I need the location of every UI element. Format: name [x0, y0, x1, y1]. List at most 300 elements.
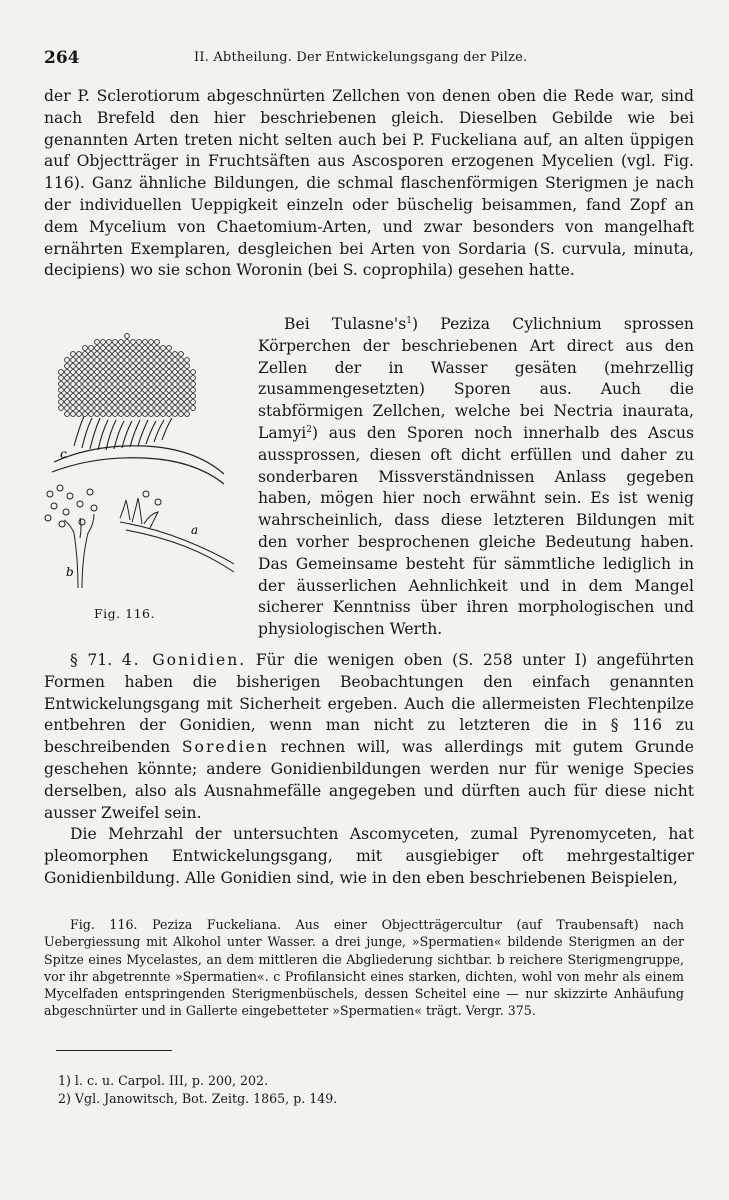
spore	[65, 400, 70, 405]
spore	[155, 394, 160, 399]
spore	[113, 406, 118, 411]
spore	[77, 412, 82, 417]
tulasne-start: Bei Tulasne's	[284, 315, 407, 333]
spore	[89, 346, 94, 351]
page-header	[44, 48, 689, 70]
mycelium-upper-line	[54, 446, 224, 474]
spore	[155, 352, 160, 357]
spore	[131, 382, 136, 387]
spore	[179, 352, 184, 357]
spore	[155, 376, 160, 381]
spore	[113, 394, 118, 399]
spore	[161, 388, 166, 393]
spore	[101, 358, 106, 363]
spore	[119, 394, 124, 399]
spore	[107, 376, 112, 381]
spore	[107, 352, 112, 357]
spore	[89, 358, 94, 363]
spore	[161, 412, 166, 417]
spore	[89, 382, 94, 387]
spore	[185, 382, 190, 387]
spore	[191, 376, 196, 381]
spore	[101, 346, 106, 351]
spore	[65, 394, 70, 399]
section-71-text-1: Für die wenigen oben (S. 258 unter I) angeführten Formen haben die bisherigen Beobachtungen den einfach genannten Entwickelungsgang mit Sicherheit ergeben. Auch die allermeisten Flechtenpilze entbehren der Gonidien, wenn man nicht zu letzteren die in § 116 zu beschreibenden	[44, 651, 694, 757]
spore	[143, 394, 148, 399]
spore	[95, 382, 100, 387]
spore	[155, 388, 160, 393]
spore	[59, 370, 64, 375]
spore	[179, 406, 184, 411]
footnote-1: 1) l. c. u. Carpol. III, p. 200, 202.	[58, 1073, 269, 1088]
soredien-term: Soredien	[181, 738, 269, 757]
spore	[119, 406, 124, 411]
spore	[167, 412, 172, 417]
figure-letter-c: c	[60, 447, 67, 461]
spore	[149, 394, 154, 399]
spore	[125, 388, 130, 393]
spore	[161, 394, 166, 399]
spore	[167, 388, 172, 393]
page-number: 264	[44, 48, 80, 68]
spore	[119, 400, 124, 405]
spore	[185, 388, 190, 393]
spore	[173, 406, 178, 411]
spore	[89, 406, 94, 411]
spore	[125, 334, 130, 339]
spore	[125, 352, 130, 357]
spore	[95, 358, 100, 363]
spore	[167, 376, 172, 381]
paragraph-tulasne	[258, 314, 694, 641]
section-title: 4. Gonidien.	[121, 651, 247, 669]
spore	[179, 388, 184, 393]
spore	[77, 364, 82, 369]
tulasne-end: ) aus den Sporen noch innerhalb des Ascus aussprossen, diesen oft dicht erfüllen und daher zu sonderbaren Missverständnissen Anlass gegeben haben, mögen hier noch erwähnt sein. Es ist wenig wahrscheinlich, dass diese letzteren Bildungen mit den vorher besprochenen gleiche Bedeutung haben. Das Gemeinsame besteht für sämmtliche lediglich in der äusserlichen Aehnlichkeit und in dem Mangel sicherer Kenntniss über ihren morphologischen und physiologischen Werth.	[258, 423, 694, 639]
spore	[119, 370, 124, 375]
spore	[131, 412, 136, 417]
spore	[95, 340, 100, 345]
spore	[185, 394, 190, 399]
spore	[65, 388, 70, 393]
figure-letter-b: b	[66, 565, 74, 579]
spore	[167, 400, 172, 405]
spore	[155, 346, 160, 351]
spore	[65, 376, 70, 381]
spore	[113, 340, 118, 345]
spore	[65, 370, 70, 375]
spore	[149, 364, 154, 369]
spore	[149, 346, 154, 351]
spore	[125, 370, 130, 375]
footnote-divider	[56, 1050, 172, 1051]
spore	[131, 406, 136, 411]
spore	[149, 412, 154, 417]
figure-illustration	[34, 328, 249, 608]
spore	[59, 406, 64, 411]
spore	[119, 340, 124, 345]
spore	[119, 412, 124, 417]
spore	[83, 400, 88, 405]
spore	[167, 394, 172, 399]
spore	[185, 400, 190, 405]
spore	[77, 406, 82, 411]
figure-caption-text: Fig. 116. Peziza Fuckeliana. Aus einer Objectträgercultur (auf Traubensaft) nach Uebergiessung mit Alkohol unter Wasser. a drei junge, »Spermatien« bildende Sterigmen an der Spitze eines Mycelastes, an dem mittleren die Abgliederung sichtbar. b reichere Sterigmengruppe, vor ihr abgetrennte »Spermatien«. c Profilansicht eines starken, dichten, wohl von mehr als einem Mycelfaden entspringenden Sterigmenbüschels, dessen Scheitel eine — nur skizzirte Anhäufung abgeschnürter und in Gallerte eingebetteter »Spermatien« trägt. Vergr. 375.	[44, 917, 684, 1019]
spore	[77, 382, 82, 387]
spore	[173, 388, 178, 393]
spore	[89, 388, 94, 393]
paragraph-tulasne-text	[258, 314, 694, 641]
spore	[107, 358, 112, 363]
spore	[161, 364, 166, 369]
spore	[125, 340, 130, 345]
spore	[83, 352, 88, 357]
spore	[71, 364, 76, 369]
spore	[101, 394, 106, 399]
spore	[185, 406, 190, 411]
spore	[101, 364, 106, 369]
spore	[107, 388, 112, 393]
section-number: § 71.	[70, 651, 113, 669]
spore	[119, 376, 124, 381]
spore	[83, 358, 88, 363]
spore	[113, 352, 118, 357]
spore	[131, 394, 136, 399]
spore	[95, 406, 100, 411]
spore	[137, 382, 142, 387]
spore	[173, 376, 178, 381]
spore	[71, 352, 76, 357]
spore	[89, 394, 94, 399]
spore	[155, 406, 160, 411]
footnote-ref-2: 2	[306, 424, 312, 435]
spore	[95, 364, 100, 369]
spore	[83, 406, 88, 411]
spore	[119, 388, 124, 393]
paragraph-top	[44, 86, 694, 282]
spore	[161, 376, 166, 381]
spore	[131, 388, 136, 393]
spore	[125, 376, 130, 381]
spore	[137, 400, 142, 405]
spore	[155, 364, 160, 369]
spore	[161, 400, 166, 405]
spore	[65, 382, 70, 387]
spore	[113, 376, 118, 381]
spore	[155, 400, 160, 405]
spore	[107, 406, 112, 411]
spore	[125, 406, 130, 411]
spore	[71, 382, 76, 387]
spore	[119, 382, 124, 387]
spore	[101, 352, 106, 357]
spore	[125, 394, 130, 399]
spore	[125, 382, 130, 387]
spore	[119, 364, 124, 369]
spore	[143, 382, 148, 387]
spore	[191, 394, 196, 399]
spore	[59, 394, 64, 399]
spore	[95, 388, 100, 393]
spore	[173, 400, 178, 405]
spore	[113, 382, 118, 387]
spore	[119, 358, 124, 363]
spore	[113, 364, 118, 369]
spore	[143, 388, 148, 393]
spore	[179, 376, 184, 381]
spore	[101, 376, 106, 381]
spore	[77, 394, 82, 399]
spore	[161, 406, 166, 411]
spore	[191, 388, 196, 393]
spore	[77, 388, 82, 393]
spore	[77, 400, 82, 405]
spore	[185, 358, 190, 363]
spore	[113, 400, 118, 405]
spore	[179, 364, 184, 369]
spore-cluster	[59, 334, 196, 417]
spore	[107, 394, 112, 399]
spore	[89, 412, 94, 417]
spore	[125, 400, 130, 405]
spore	[83, 382, 88, 387]
spore	[173, 358, 178, 363]
spore	[185, 364, 190, 369]
spore	[119, 346, 124, 351]
spore	[107, 382, 112, 387]
spore	[107, 364, 112, 369]
spore	[71, 400, 76, 405]
spore	[149, 340, 154, 345]
spore	[143, 364, 148, 369]
spore	[173, 370, 178, 375]
spore	[173, 412, 178, 417]
spore	[137, 346, 142, 351]
spore	[125, 364, 130, 369]
spore	[95, 394, 100, 399]
spore	[101, 340, 106, 345]
spore	[77, 358, 82, 363]
spore	[59, 382, 64, 387]
spore	[131, 346, 136, 351]
spore	[149, 358, 154, 363]
spore	[161, 352, 166, 357]
spore	[191, 370, 196, 375]
spore	[191, 406, 196, 411]
spore	[143, 340, 148, 345]
spore	[167, 358, 172, 363]
spore	[155, 340, 160, 345]
spore	[95, 400, 100, 405]
spore	[137, 388, 142, 393]
spore	[143, 352, 148, 357]
spore	[83, 364, 88, 369]
spore	[83, 388, 88, 393]
paragraph-top-text: der P. Sclerotiorum abgeschnürten Zellchen von denen oben die Rede war, sind nach Brefeld den hier beschriebenen gleich. Dieselben Gebilde wie bei genannten Arten treten nicht selten auch bei P. Fuckeliana auf, an alten üppigen auf Objectträger in Fruchtsäften aus Ascosporen erzogenen Mycelien (vgl. Fig. 116). Ganz ähnliche Bildungen, die schmal flaschenförmigen Sterigmen je nach der individuellen Ueppigkeit einzeln oder büschelig beisammen, fand Zopf an dem Mycelium von Chaetomium-Arten, und zwar besonders von mangelhaft ernährten Exemplaren, desgleichen bei Arten von Sordaria (S. curvula, minuta, decipiens) wo sie schon Woronin (bei S. coprophila) gesehen hatte.	[44, 87, 694, 280]
running-title: II. Abtheilung. Der Entwickelungsgang der Pilze.	[194, 50, 528, 65]
sterigma-group-a	[120, 491, 234, 572]
spore	[119, 352, 124, 357]
spore	[137, 376, 142, 381]
spore	[65, 358, 70, 363]
spore	[113, 346, 118, 351]
spore	[77, 376, 82, 381]
spore	[173, 352, 178, 357]
spore	[65, 412, 70, 417]
spore	[107, 340, 112, 345]
spore	[149, 352, 154, 357]
spore	[71, 406, 76, 411]
spore	[71, 358, 76, 363]
spore	[125, 412, 130, 417]
spore	[137, 394, 142, 399]
spore	[143, 406, 148, 411]
spore	[149, 388, 154, 393]
spore	[155, 370, 160, 375]
spore	[155, 382, 160, 387]
spore	[137, 352, 142, 357]
spore	[101, 382, 106, 387]
spore	[143, 412, 148, 417]
spore	[161, 346, 166, 351]
spore	[131, 340, 136, 345]
spore	[191, 400, 196, 405]
spore	[71, 370, 76, 375]
spore	[143, 358, 148, 363]
spore	[143, 376, 148, 381]
spore	[101, 400, 106, 405]
spore	[95, 352, 100, 357]
spore	[137, 406, 142, 411]
spore	[107, 412, 112, 417]
spore	[185, 370, 190, 375]
spore	[179, 400, 184, 405]
mycelium-lower-line	[52, 458, 224, 484]
spore	[83, 376, 88, 381]
spore	[101, 406, 106, 411]
spore	[137, 358, 142, 363]
spore	[161, 370, 166, 375]
spore	[143, 370, 148, 375]
spore	[149, 382, 154, 387]
spore	[125, 358, 130, 363]
spore	[167, 370, 172, 375]
spore	[167, 346, 172, 351]
spore	[113, 370, 118, 375]
spore	[143, 400, 148, 405]
spore	[137, 370, 142, 375]
footnote-ref-1: 1	[406, 315, 412, 326]
spore	[101, 388, 106, 393]
spore	[95, 346, 100, 351]
spore	[167, 352, 172, 357]
spore	[149, 400, 154, 405]
spore	[89, 400, 94, 405]
spore	[131, 376, 136, 381]
spore	[167, 406, 172, 411]
section-71-text	[44, 650, 694, 824]
spore	[131, 400, 136, 405]
paragraph-last	[44, 824, 694, 889]
spore	[83, 370, 88, 375]
spore	[89, 352, 94, 357]
spore	[137, 340, 142, 345]
spore	[59, 376, 64, 381]
spore	[71, 388, 76, 393]
spore	[101, 370, 106, 375]
spore	[137, 364, 142, 369]
spore	[113, 358, 118, 363]
spore	[173, 382, 178, 387]
spore	[83, 346, 88, 351]
spore	[161, 358, 166, 363]
footnote-2: 2) Vgl. Janowitsch, Bot. Zeitg. 1865, p. 149.	[58, 1091, 338, 1106]
spore	[155, 358, 160, 363]
spore	[59, 400, 64, 405]
figure-letter-a: a	[191, 523, 199, 537]
paragraph-last-text: Die Mehrzahl der untersuchten Ascomyceten, zumal Pyrenomyceten, hat pleomorphen Entwickelungsgang, mit ausgiebiger oft mehrgestaltiger Gonidienbildung. Alle Gonidien sind, wie in den eben beschriebenen Beispielen,	[44, 825, 694, 887]
spore	[155, 412, 160, 417]
spore	[107, 400, 112, 405]
spore	[131, 364, 136, 369]
spore	[179, 358, 184, 363]
spore	[95, 376, 100, 381]
spore	[179, 370, 184, 375]
spore	[149, 376, 154, 381]
spore	[167, 382, 172, 387]
spore	[71, 412, 76, 417]
spore	[113, 412, 118, 417]
figure-116	[34, 328, 249, 648]
spore	[77, 370, 82, 375]
spore	[179, 412, 184, 417]
spore	[107, 370, 112, 375]
spore	[131, 370, 136, 375]
spore	[95, 412, 100, 417]
spore	[83, 394, 88, 399]
spore	[167, 364, 172, 369]
spore	[65, 364, 70, 369]
spore	[77, 352, 82, 357]
spore	[149, 406, 154, 411]
spore	[173, 364, 178, 369]
spore	[161, 382, 166, 387]
spore	[179, 382, 184, 387]
spore	[101, 412, 106, 417]
spore	[143, 346, 148, 351]
spore	[71, 376, 76, 381]
spore	[185, 376, 190, 381]
tulasne-mid: ) Peziza Cylichnium sprossen Körperchen der beschriebenen Art direct aus den Zellen der in Wasser gesäten (mehrzellig zusammengesetzten) Sporen aus. Auch die stabförmigen Zellchen, welche bei Nectria inaurata, Lamyi	[258, 315, 694, 442]
section-71-text-2: rechnen will, was allerdings mit gutem Grunde geschehen könnte; andere Gonidienbildungen werden nur für wenige Species derselben, also als Ausnahmefälle angegeben und dürften auch für diese nicht ausser Zweifel sein.	[44, 738, 695, 822]
spore	[107, 346, 112, 351]
spore	[83, 412, 88, 417]
spore	[71, 394, 76, 399]
spore	[95, 370, 100, 375]
figure-label: Fig. 116.	[94, 606, 155, 621]
spore	[89, 364, 94, 369]
spore	[191, 382, 196, 387]
spore	[137, 412, 142, 417]
spore	[131, 358, 136, 363]
spore	[185, 412, 190, 417]
spore	[179, 394, 184, 399]
spore	[89, 370, 94, 375]
section-71	[44, 650, 694, 824]
spore	[59, 388, 64, 393]
spore	[125, 346, 130, 351]
spore	[113, 388, 118, 393]
